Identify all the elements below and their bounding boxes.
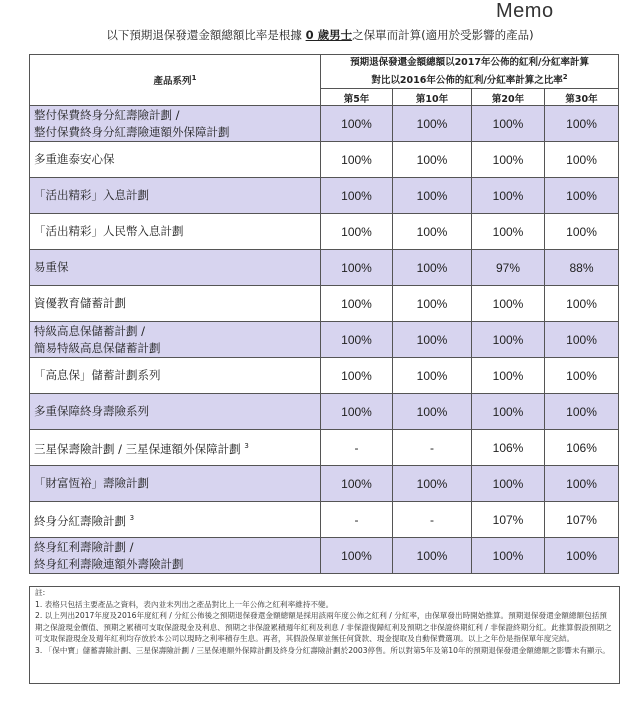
ratio-value-cell: 100% [472,142,545,178]
ratio-value-cell: 88% [545,250,619,286]
product-header-label: 產品系列 [153,76,192,88]
product-name-line: 整付保費終身分紅壽險計劃 / [34,107,180,122]
ratio-value-cell: 106% [545,430,619,466]
ratio-value-cell: 100% [545,106,619,142]
ratio-value-cell: 100% [321,106,393,142]
ratio-column-header [321,55,619,89]
product-name-line: 終身分紅壽險計劃 $^3$ [34,513,135,528]
ratio-value-cell: 107% [545,502,619,538]
ratio-value-cell: 100% [321,394,393,430]
table-row [30,250,619,286]
table-body [30,106,619,574]
ratio-value-cell: 100% [545,394,619,430]
year-header: 第10年 [393,89,472,106]
ratio-value-cell: 100% [321,178,393,214]
product-name-line: 多重進泰安心保 [34,152,115,167]
ratio-value-cell: - [321,430,393,466]
product-name-cell [30,502,321,538]
footnote-item: 2. 以上列出2017年度及2016年度紅利 / 分紅公佈後之預期退保發還金額總額是採用該兩年度公佈之紅利 / 分紅率，由保單發出時開始推算。預期退保發還金額總額包括預期之保證現金價值、預期之累積可支取保證現金及利息、預期之非保證累積週年紅利及利息 / 非保證復歸紅利及預期之非保證終期紅利 / 非保證終期分紅。此推算假設預期之可支取保證現金及週年紅利均存放於本公司以現時之利率積存生息。再者，其假設保單並無任何貸款、現金提取及自動保費選項。以上之年份是指保單年度完結。 [35,611,612,644]
ratio-value-cell: 100% [545,358,619,394]
table-row [30,178,619,214]
product-name-line: 「高息保」儲蓄計劃系列 [34,368,161,383]
footnotes [29,586,620,684]
product-footnote-marker: 3 [129,513,135,522]
ratio-value-cell: 100% [472,286,545,322]
product-name-cell [30,394,321,430]
product-footnote-marker: 3 [244,441,249,450]
ratio-value-cell: 100% [545,142,619,178]
table-row [30,358,619,394]
footnote-item: 1. 表格只包括主要產品之資料，表內並未列出之產品對比上一年公佈之紅利率維持不變。 [35,599,334,609]
product-name-cell [30,250,321,286]
subtitle-emphasis: 0 歲男士 [305,28,353,42]
product-column-header [30,55,321,106]
ratio-header-line2: 對比以2016年公佈的紅利/分紅率計算之比率$^2$ [371,73,568,87]
ratio-value-cell: 100% [321,286,393,322]
ratio-value-cell: 100% [472,538,545,574]
table-row [30,466,619,502]
ratio-value-cell: 100% [545,286,619,322]
ratio-value-cell: 100% [472,106,545,142]
ratio-value-cell: 100% [393,214,472,250]
ratio-value-cell: 100% [545,178,619,214]
product-name-cell [30,322,321,358]
ratio-value-cell: 100% [545,466,619,502]
ratio-value-cell: 100% [393,466,472,502]
product-name-line: 終身紅利壽險連額外壽險計劃 [34,556,184,571]
product-name-line: 資優教育儲蓄計劃 [34,296,126,311]
subtitle-after: 之保單而計算(適用於受影響的產品) [352,28,534,42]
ratio-value-cell: 100% [472,322,545,358]
table-row [30,502,619,538]
ratio-value-cell: 100% [321,214,393,250]
ratio-value-cell: 100% [545,538,619,574]
table-row [30,214,619,250]
ratio-value-cell: 100% [545,322,619,358]
footnote-item: 3. 「保中寶」儲蓄壽險計劃、三星保壽險計劃 / 三星保連額外保障計劃及終身分紅壽險計劃於2003停售。所以對第5年及第10年的預期退保發還金額總額之影響未有顯示。 [35,645,610,655]
product-name-cell [30,142,321,178]
table-row [30,538,619,574]
ratio-value-cell: 100% [393,106,472,142]
product-name-line: 易重保 [34,260,69,275]
product-header-footnote: 1 [191,73,197,82]
ratio-value-cell: 100% [393,250,472,286]
product-name-line: 「活出精彩」入息計劃 [34,188,149,203]
ratio-value-cell: 100% [321,538,393,574]
ratio-value-cell: 100% [472,214,545,250]
product-name-line: 多重保障終身壽險系列 [34,404,149,419]
ratio-value-cell: 107% [472,502,545,538]
product-name-line: 終身紅利壽險計劃 / [34,539,134,554]
ratio-value-cell: 100% [393,538,472,574]
ratio-value-cell: 100% [393,322,472,358]
product-name-cell [30,286,321,322]
ratio-value-cell: 100% [321,250,393,286]
product-name-cell [30,466,321,502]
product-name-cell [30,214,321,250]
product-name-line: 三星保壽險計劃 / 三星保連額外保障計劃 $^3$ [34,441,249,456]
product-name-line: 整付保費終身分紅壽險連額外保障計劃 [34,124,230,139]
product-name-line: 「活出精彩」人民幣入息計劃 [34,224,184,239]
product-name-cell [30,430,321,466]
product-name-cell [30,358,321,394]
ratio-value-cell: 100% [472,178,545,214]
ratio-value-cell: 100% [393,178,472,214]
ratio-value-cell: 100% [321,142,393,178]
product-name-cell [30,106,321,142]
year-header: 第30年 [545,89,619,106]
table-row [30,286,619,322]
memo-logo: Memo [496,0,554,22]
year-header: 第20年 [472,89,545,106]
ratio-value-cell: 100% [472,358,545,394]
table-row [30,430,619,466]
ratio-header-line1: 預期退保發還金額總額以2017年公佈的紅利/分紅率計算 [350,57,589,68]
product-name-line: 特級高息保儲蓄計劃 / [34,323,146,338]
page-subtitle [0,27,640,43]
ratio-value-cell: 100% [321,358,393,394]
ratio-value-cell: - [393,502,472,538]
ratio-value-cell: 100% [472,394,545,430]
product-name-cell [30,178,321,214]
ratio-value-cell: 100% [393,142,472,178]
year-header: 第5年 [321,89,393,106]
ratio-value-cell: 100% [472,466,545,502]
table-row [30,106,619,142]
ratio-value-cell: 100% [393,358,472,394]
ratio-value-cell: 97% [472,250,545,286]
ratio-value-cell: - [393,430,472,466]
ratio-value-cell: 100% [321,322,393,358]
ratio-value-cell: 106% [472,430,545,466]
product-name-line: 簡易特級高息保儲蓄計劃 [34,340,161,355]
ratio-header-footnote: 2 [562,73,568,81]
footnotes-title: 註: [35,588,46,597]
table-row [30,394,619,430]
product-name-line: 「財富恆裕」壽險計劃 [34,476,149,491]
subtitle-before: 以下預期退保發還金額總額比率是根據 [106,28,302,42]
table-row [30,322,619,358]
ratio-value-cell: 100% [393,394,472,430]
product-name-cell [30,538,321,574]
ratio-value-cell: - [321,502,393,538]
ratio-value-cell: 100% [545,214,619,250]
ratio-table [29,54,619,574]
table-row [30,142,619,178]
ratio-value-cell: 100% [321,466,393,502]
ratio-value-cell: 100% [393,286,472,322]
